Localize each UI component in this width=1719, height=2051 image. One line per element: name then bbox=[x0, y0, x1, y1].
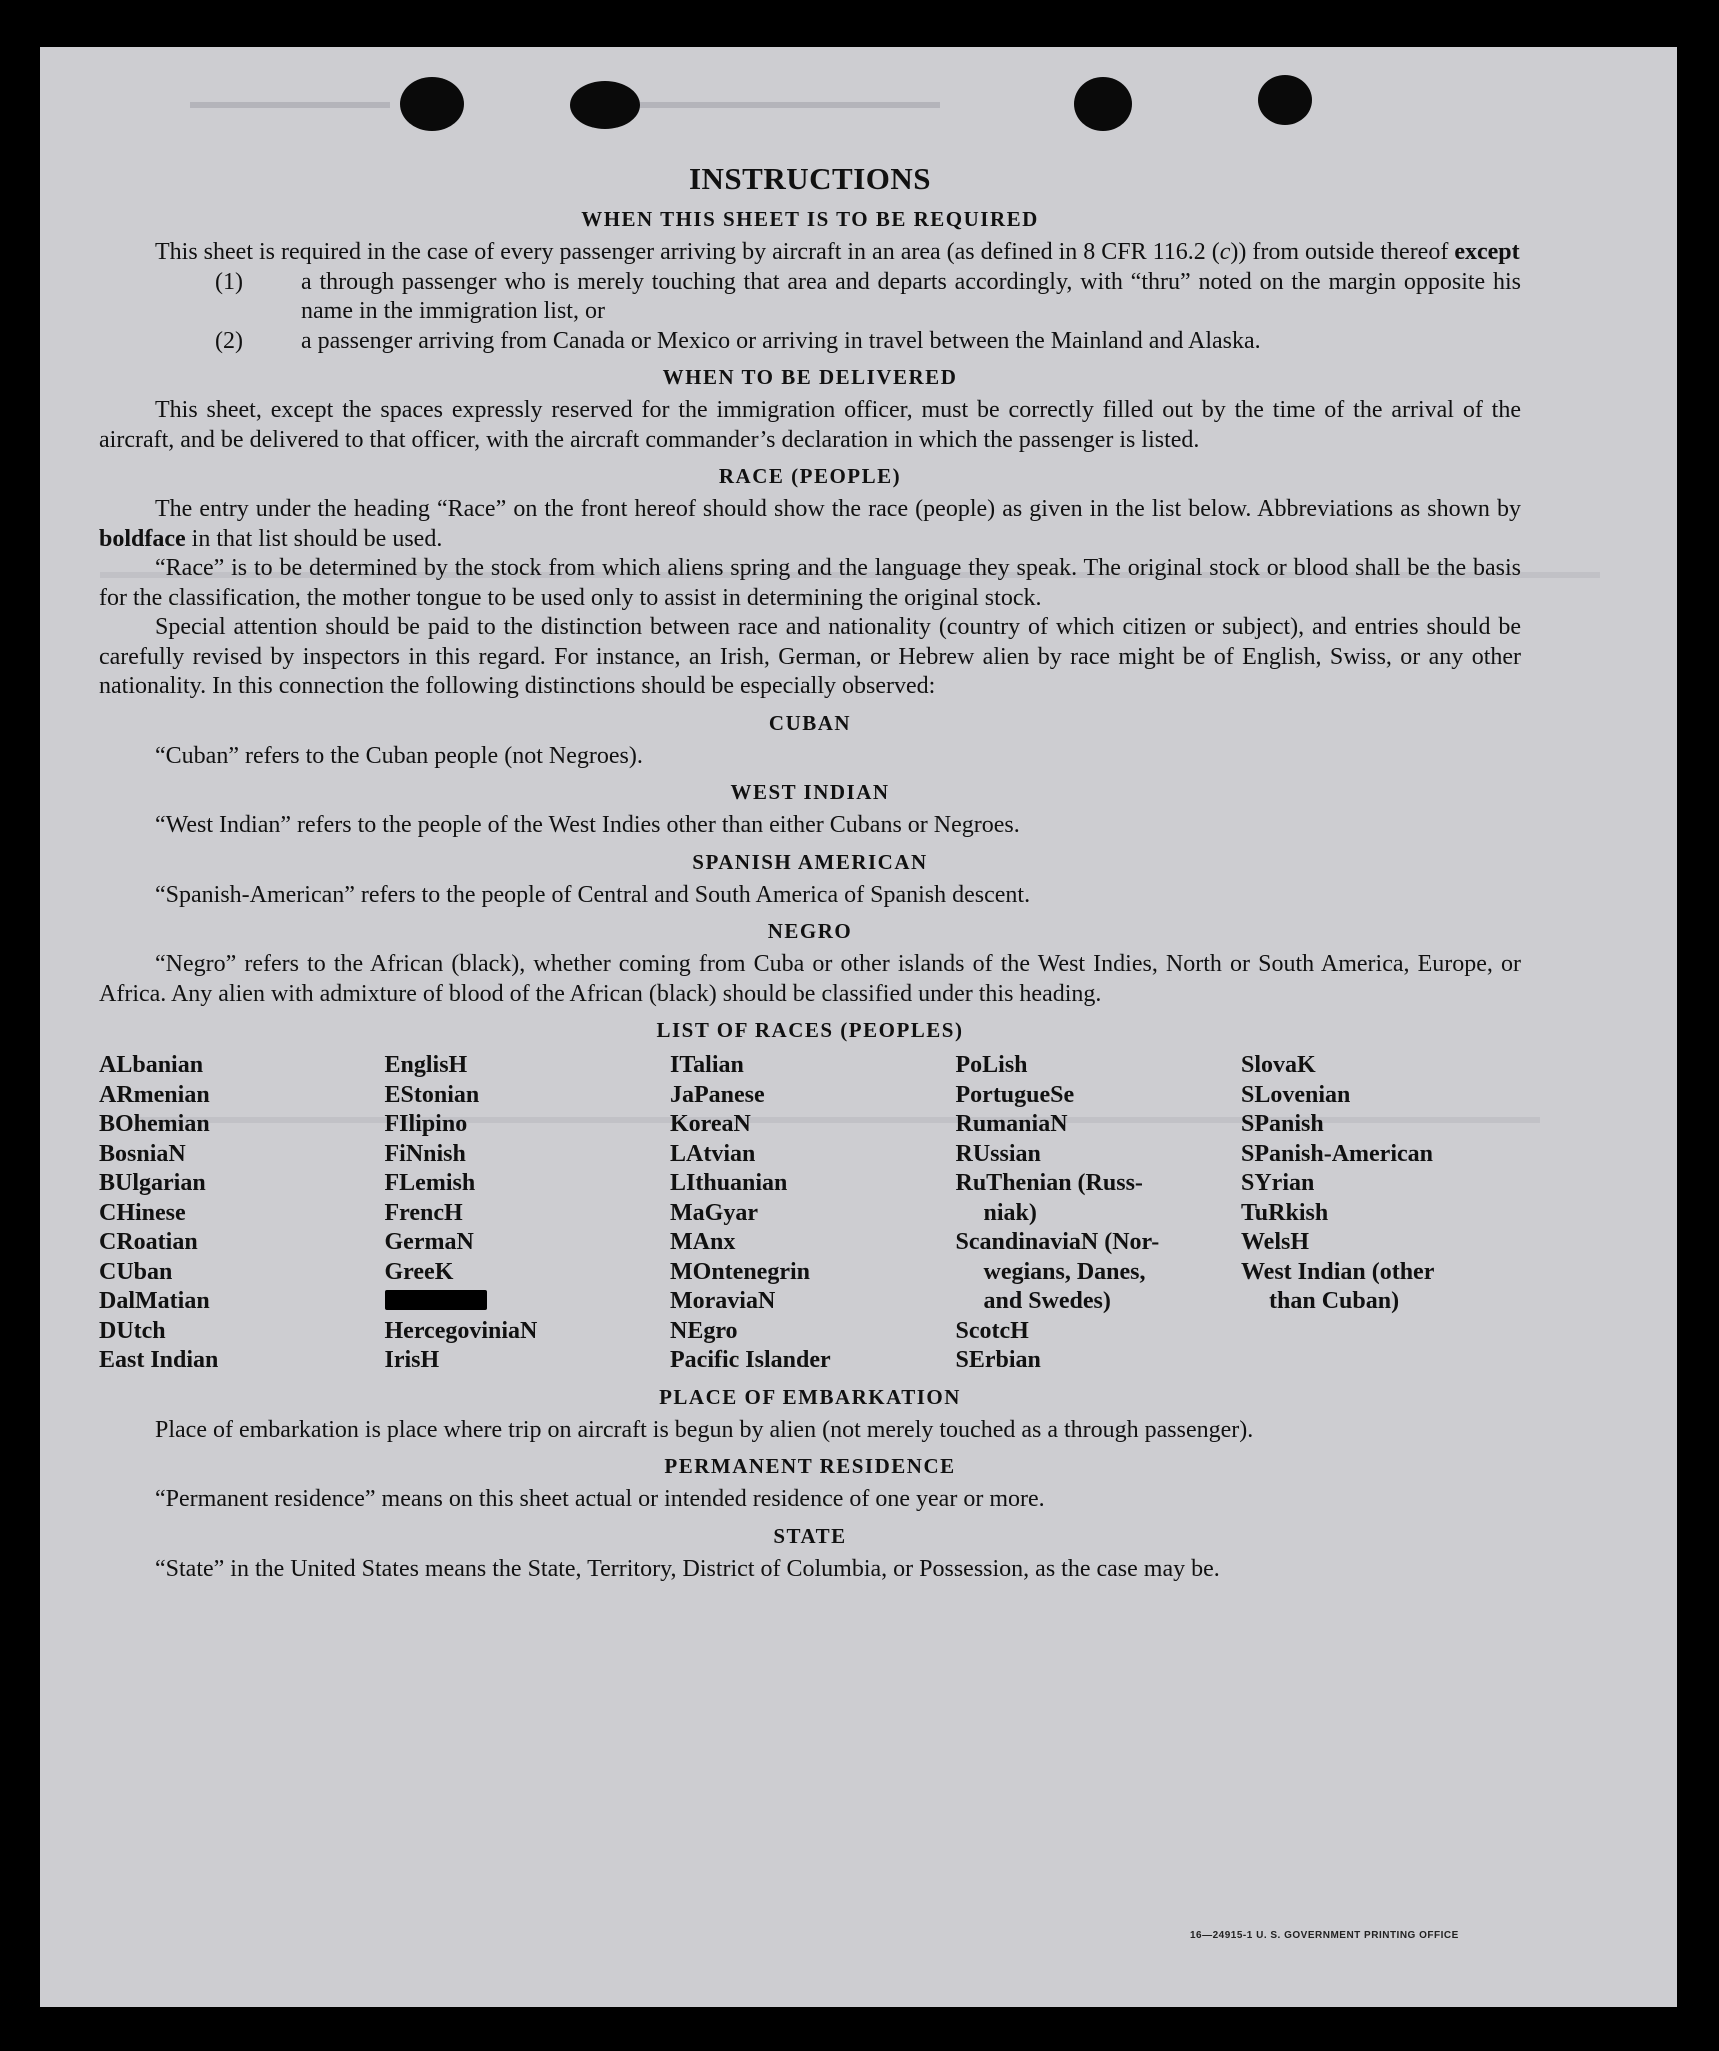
race-entry: MOntenegrin bbox=[670, 1258, 810, 1285]
race-entry: SPanish-American bbox=[1241, 1140, 1433, 1167]
race-entry: EStonian bbox=[384, 1081, 480, 1108]
race-entry: West Indian (other bbox=[1241, 1258, 1435, 1285]
race-entry: SErbian bbox=[955, 1347, 1041, 1373]
section-heading-race: RACE (PEOPLE) bbox=[718, 464, 902, 488]
permanent-residence-text: “Permanent residence” means on this sheet actual or intended residence of one year or more. bbox=[155, 1486, 1045, 1512]
race-entry: EnglisH bbox=[384, 1052, 468, 1078]
section-heading-state: STATE bbox=[773, 1523, 847, 1548]
race-entry: CUban bbox=[99, 1258, 173, 1285]
punch-hole bbox=[400, 77, 464, 131]
race-entry-continued: niak) bbox=[983, 1199, 1037, 1226]
race-entry: WelsH bbox=[1241, 1229, 1310, 1255]
race-entry: LAtvian bbox=[670, 1140, 756, 1167]
race-entry: BOhemian bbox=[99, 1111, 210, 1137]
race-entry: RuThenian (Russ- bbox=[955, 1170, 1143, 1196]
race-entry: DalMatian bbox=[99, 1288, 210, 1314]
state-text: “State” in the United States means the State, Territory, District of Columbia, or Possession, as the case may be. bbox=[155, 1555, 1220, 1582]
punch-hole bbox=[570, 81, 640, 129]
race-entry: BosniaN bbox=[99, 1140, 186, 1167]
section-heading-west-indian: WEST INDIAN bbox=[730, 780, 890, 804]
section-heading-negro: NEGRO bbox=[767, 919, 853, 943]
race-entry: PortugueSe bbox=[955, 1081, 1075, 1108]
race-entry: ALbanian bbox=[99, 1052, 204, 1078]
race-entry: MAnx bbox=[670, 1229, 736, 1255]
race-entry: DUtch bbox=[99, 1317, 166, 1344]
exception-item-text: a through passenger who is merely touching that area and departs accordingly, with “thru” noted on the margin opposite his name in the immigration list, or bbox=[301, 268, 1521, 324]
race-paragraph-1: The entry under the heading “Race” on the front hereof should show the race (people) as given in the list below. Abbreviations as shown by boldface in that list should be used. bbox=[99, 496, 1521, 552]
race-entry: East Indian bbox=[99, 1347, 219, 1373]
race-entry: GreeK bbox=[384, 1258, 454, 1285]
race-entry: GermaN bbox=[384, 1229, 474, 1255]
race-entry: SYrian bbox=[1241, 1170, 1315, 1196]
west-indian-text: “West Indian” refers to the people of the West Indies other than either Cubans or Negroes. bbox=[155, 812, 1020, 838]
race-entry: NEgro bbox=[670, 1317, 738, 1344]
exception-item-number: (2) bbox=[215, 327, 243, 354]
race-entry: SPanish bbox=[1241, 1111, 1324, 1137]
race-entry: PoLish bbox=[955, 1052, 1028, 1078]
race-entry: LIthuanian bbox=[670, 1170, 788, 1196]
cuban-text: “Cuban” refers to the Cuban people (not Negroes). bbox=[155, 742, 643, 769]
race-entry: CHinese bbox=[99, 1199, 186, 1226]
race-entry-continued: and Swedes) bbox=[983, 1288, 1111, 1314]
race-entry: Pacific Islander bbox=[670, 1347, 831, 1373]
races-column-3 bbox=[670, 1051, 950, 1376]
instructions-content bbox=[99, 160, 1521, 1584]
punch-hole bbox=[1258, 75, 1312, 125]
section-heading-cuban: CUBAN bbox=[768, 710, 852, 735]
page-title: INSTRUCTIONS bbox=[688, 161, 931, 196]
section-heading-spanish-american: SPANISH AMERICAN bbox=[692, 849, 928, 874]
races-column-4 bbox=[956, 1051, 1236, 1376]
race-paragraph-3: Special attention should be paid to the distinction between race and nationality (country of which citizen or subject), and entries should be carefully revised by inspectors in this regard. For instance, an Irish, German, or Hebrew alien by race might be of English, Swiss, or any other nationality. In this connection the following distinctions should be especially observed: bbox=[99, 614, 1521, 699]
section-heading-when-delivered: WHEN TO BE DELIVERED bbox=[662, 365, 958, 389]
race-entry: KoreaN bbox=[670, 1111, 751, 1137]
race-entry-redacted bbox=[385, 1287, 665, 1317]
exception-item-text: a passenger arriving from Canada or Mexico or arriving in travel between the Mainland and Alaska. bbox=[301, 327, 1261, 354]
race-entry: RUssian bbox=[955, 1140, 1041, 1167]
race-entry-continued: wegians, Danes, bbox=[983, 1258, 1146, 1285]
exception-item-number: (1) bbox=[215, 268, 243, 295]
races-column-2 bbox=[385, 1051, 665, 1376]
race-entry: BUlgarian bbox=[99, 1170, 206, 1196]
race-entry: MaGyar bbox=[670, 1199, 758, 1226]
race-entry: ScandinaviaN (Nor- bbox=[955, 1229, 1160, 1255]
spanish-american-text: “Spanish-American” refers to the people of Central and South America of Spanish descent. bbox=[155, 881, 1031, 908]
redaction-bar bbox=[385, 1290, 487, 1310]
race-entry: SlovaK bbox=[1241, 1052, 1316, 1078]
embarkation-text: Place of embarkation is place where trip on aircraft is begun by alien (not merely touched as a through passenger). bbox=[155, 1416, 1254, 1443]
race-entry: ARmenian bbox=[99, 1081, 210, 1108]
exception-item-2 bbox=[99, 327, 1521, 357]
section-heading-embarkation: PLACE OF EMBARKATION bbox=[659, 1384, 961, 1409]
race-entry: RumaniaN bbox=[955, 1111, 1068, 1137]
races-list bbox=[99, 1051, 1521, 1376]
negro-text: “Negro” refers to the African (black), whether coming from Cuba or other islands of the West Indies, North or South America, Europe, or Africa. Any alien with admixture of blood of the African (black) should be classified under this heading. bbox=[99, 951, 1521, 1007]
races-column-5 bbox=[1241, 1051, 1521, 1376]
when-required-intro: This sheet is required in the case of every passenger arriving by aircraft in an area (as defined in 8 CFR 116.2 (c)) from outside thereof except bbox=[155, 239, 1520, 265]
section-heading-when-required: WHEN THIS SHEET IS TO BE REQUIRED bbox=[581, 207, 1039, 231]
race-entry: SLovenian bbox=[1241, 1081, 1351, 1108]
race-entry: TuRkish bbox=[1241, 1199, 1329, 1226]
races-column-1 bbox=[99, 1051, 379, 1376]
race-entry: HercegoviniaN bbox=[384, 1317, 538, 1344]
race-entry: FiNnish bbox=[384, 1140, 466, 1167]
race-entry: IrisH bbox=[384, 1347, 440, 1373]
race-entry: JaPanese bbox=[670, 1081, 765, 1108]
punch-hole bbox=[1074, 77, 1132, 131]
show-through-mark bbox=[190, 102, 390, 108]
race-entry: FLemish bbox=[384, 1170, 476, 1196]
race-entry: ITalian bbox=[670, 1052, 744, 1078]
printing-office-code: 16—24915-1 U. S. GOVERNMENT PRINTING OFFICE bbox=[1190, 1930, 1459, 1941]
race-entry: FIlipino bbox=[384, 1111, 468, 1137]
race-entry: ScotcH bbox=[955, 1317, 1029, 1344]
race-entry: CRoatian bbox=[99, 1229, 198, 1255]
when-delivered-text: This sheet, except the spaces expressly reserved for the immigration officer, must be correctly filled out by the time of the arrival of the aircraft, and be delivered to that officer, with the aircraft commander’s declaration in which the passenger is listed. bbox=[99, 397, 1521, 453]
race-entry: MoraviaN bbox=[670, 1288, 776, 1314]
race-paragraph-2: “Race” is to be determined by the stock from which aliens spring and the language they speak. The original stock or blood shall be the basis for the classification, the mother tongue to be used only to assist in determining the original stock. bbox=[99, 555, 1521, 611]
section-heading-list-of-races: LIST OF RACES (PEOPLES) bbox=[656, 1018, 964, 1042]
show-through-mark bbox=[640, 102, 940, 108]
section-heading-permanent-residence: PERMANENT RESIDENCE bbox=[664, 1454, 956, 1478]
race-entry-continued: than Cuban) bbox=[1269, 1288, 1400, 1314]
race-entry: FrencH bbox=[384, 1199, 463, 1226]
exception-item-1 bbox=[99, 268, 1521, 327]
